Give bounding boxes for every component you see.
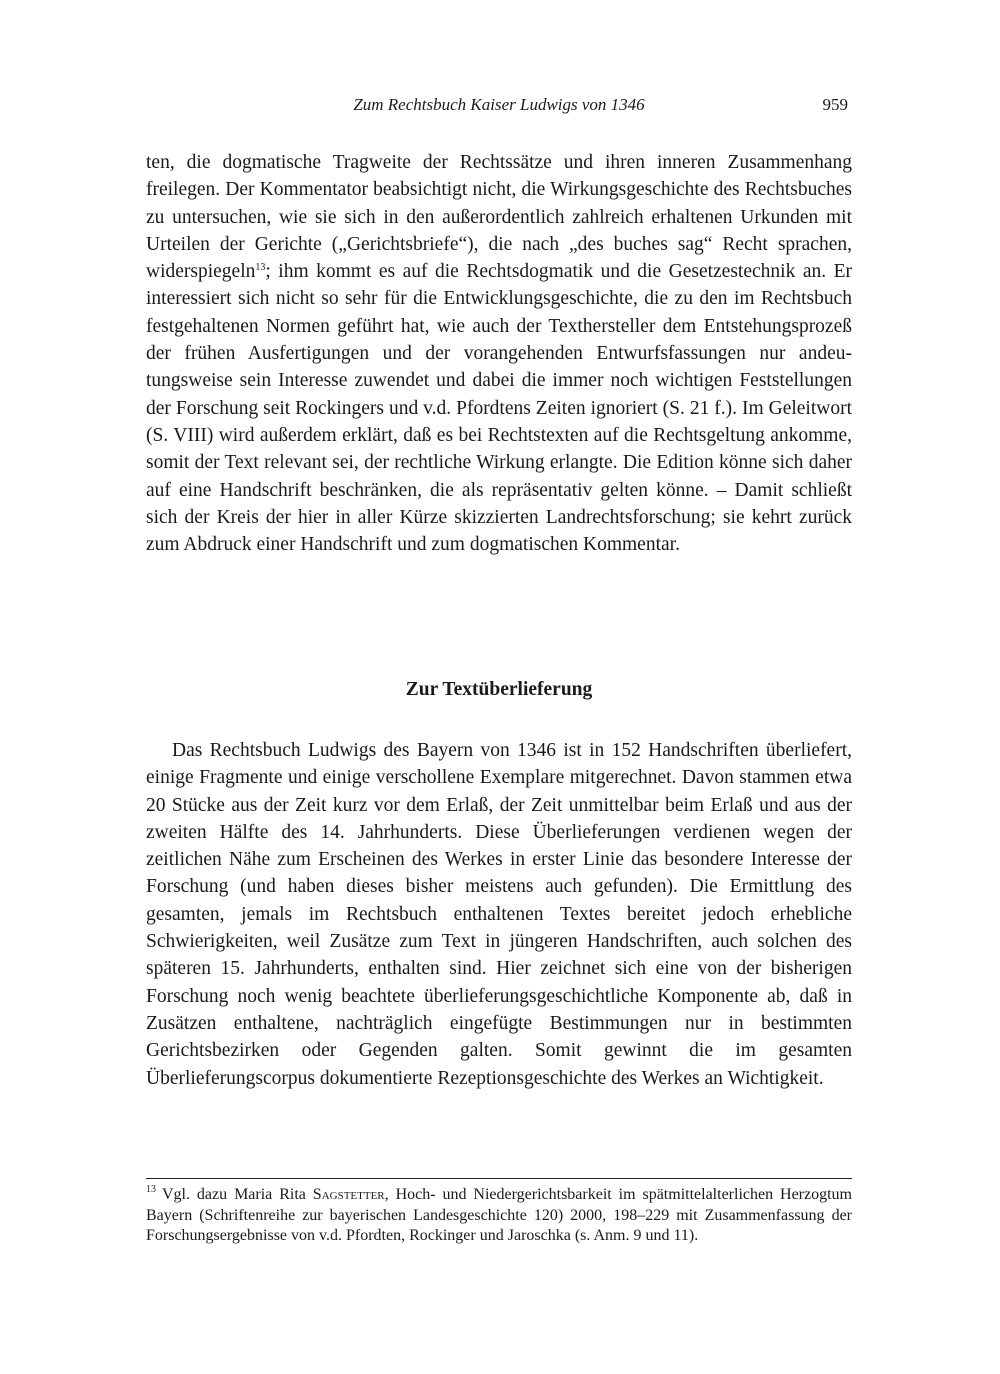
page-number: 959 xyxy=(822,95,848,114)
footnote xyxy=(146,1185,852,1247)
footnote-author: Sagstetter xyxy=(312,1186,385,1203)
footnote-text: , Hoch- und Niedergerichtsbarkeit im spätmittelalterlichen Herzogtum Bayern (Schriftenreihe zur bayerischen Landesgeschichte 120) 2000, 198–229 mit Zusammenfassung der Forschungsergebnisse von v.d. Pfordten, Rockinger und Jaroschka (s. Anm. 9 und 11). xyxy=(146,1186,852,1244)
footnote-marker: 13 xyxy=(146,1184,156,1195)
paragraph-text: ; ihm kommt es auf die Rechtsdogmatik und die Gesetzestechnik an. Er interessiert sich nicht so sehr für die Entwicklungsgeschichte, die zu den im Rechtsbuch festgehaltenen Normen geführt hat, wie auch der Texthersteller dem Entstehungsprozeß der frühen Ausfertigungen und der vorangehenden Entwurfsfassungen nur andeutungsweise sein Interesse zuwendet und dabei die immer noch wichtigen Feststellungen der Forschung seit Rockingers und v.d. Pfordtens Zeiten ignoriert (S. 21 f.). Im Geleitwort (S. VIII) wird außerdem erklärt, daß es bei Rechtstexten auf die Rechtsgeltung ankomme, somit der Text relevant sei, der rechtliche Wirkung erlangte. Die Edition könne sich daher auf eine Handschrift beschränken, die als repräsentativ gelten könne. – Damit schließt sich der Kreis der hier in aller Kürze skizzierten Landrechtsforschung; sie kehrt zurück zum Abdruck einer Handschrift und zum dogmatischen Kommentar. xyxy=(146,261,852,556)
section-heading: Zur Textüberlieferung xyxy=(405,679,593,700)
body-paragraph-2: Das Rechtsbuch Ludwigs des Bayern von 1346 ist in 152 Handschriften überliefert, einige Fragmente und einige verschollene Exemplare mitgerechnet. Davon stammen etwa 20 Stücke aus der Zeit kurz vor dem Erlaß, der Zeit unmittelbar beim Erlaß und aus der zweiten Hälfte des 14. Jahrhunderts. Diese Überlieferungen verdienen wegen der zeitlichen Nähe zum Erscheinen des Werkes in erster Linie das besondere Interesse der Forschung (und haben dieses bisher meistens auch gefunden). Die Ermittlung des gesamten, jemals im Rechtsbuch enthaltenen Textes bereitet jedoch erhebliche Schwierigkeiten, weil Zusätze zum Text in jüngeren Handschriften, auch solchen des späteren 15. Jahrhunderts, enthalten sind. Hier zeichnet sich eine von der bisherigen Forschung noch wenig beachtete überlieferungsgeschichtliche Komponente ab, daß in Zusätzen enthaltene, nachträglich eingefügte Bestimmungen nur in bestimmten Gerichtsbezirken oder Gegenden galten. Somit gewinnt die im gesamten Überlieferungscorpus dokumentierte Rezeptionsgeschichte des Werkes an Wichtigkeit. xyxy=(146,740,852,1089)
body-paragraph-1 xyxy=(146,149,852,558)
running-title: Zum Rechtsbuch Kaiser Ludwigs von 1346 xyxy=(353,95,645,114)
paragraph-text: ten, die dogmatische Tragweite der Rechtssätze und ihren inneren Zusammenhang freilegen. Der Kommentator beabsichtigt nicht, die Wirkungsgeschichte des Rechtsbuches zu untersuchen, wie sie sich in den außerordentlich zahlreich erhaltenen Urkunden mit Urteilen der Gerichte („Gerichtsbriefe“), die nach „des buches sag“ Recht sprachen, widerspiegeln xyxy=(146,152,852,283)
footnote-divider xyxy=(146,1178,852,1179)
page xyxy=(146,0,852,1374)
footnote-reference[interactable]: 13 xyxy=(255,262,266,274)
footnote-lead: Vgl. dazu Maria Rita xyxy=(162,1186,306,1203)
running-head xyxy=(146,95,852,121)
